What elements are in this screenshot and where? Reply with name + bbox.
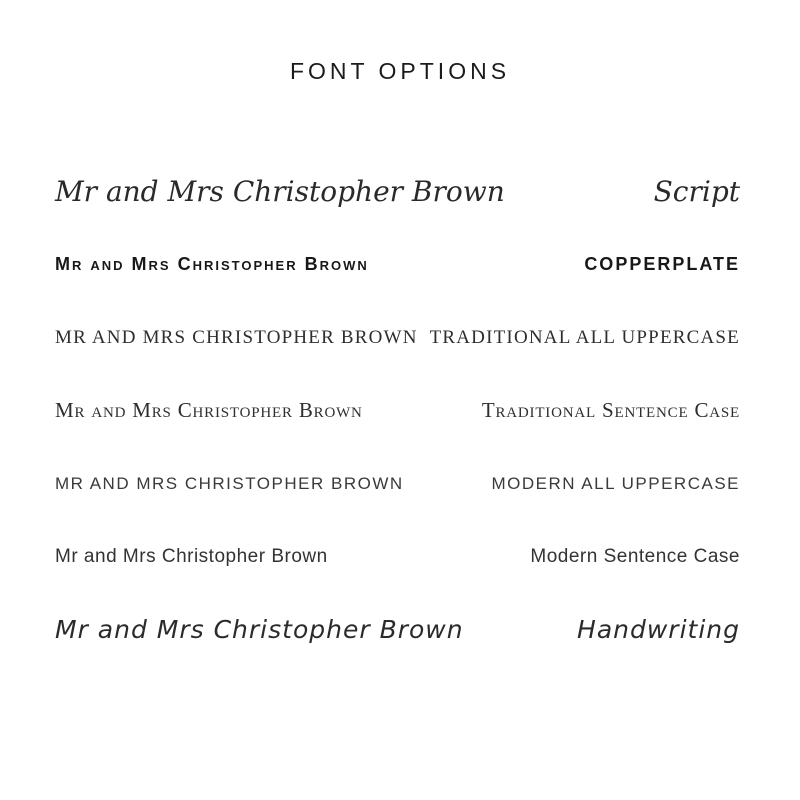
font-row-traditional-uppercase: [0, 301, 800, 374]
font-sample-modern-sentence: Mr and Mrs Christopher Brown: [55, 545, 328, 567]
font-label-traditional-uppercase: TRADITIONAL ALL UPPERCASE: [429, 326, 740, 348]
font-label-handwriting: Handwriting: [577, 615, 740, 644]
font-row-copperplate: [0, 228, 800, 301]
font-row-modern-uppercase: [0, 447, 800, 520]
font-row-modern-sentence: [0, 520, 800, 593]
font-label-script: Script: [653, 175, 740, 208]
font-rows-list: [0, 155, 800, 666]
font-row-script: [0, 155, 800, 228]
font-sample-traditional-uppercase: MR AND MRS CHRISTOPHER BROWN: [55, 326, 418, 348]
font-sample-handwriting: Mr and Mrs Christopher Brown: [55, 615, 464, 644]
font-row-traditional-sentence: [0, 374, 800, 447]
font-label-modern-sentence: Modern Sentence Case: [530, 545, 740, 567]
font-label-modern-uppercase: MODERN ALL UPPERCASE: [491, 473, 740, 493]
font-sample-script: Mr and Mrs Christopher Brown: [55, 175, 505, 208]
font-row-handwriting: [0, 593, 800, 666]
font-sample-modern-uppercase: MR AND MRS CHRISTOPHER BROWN: [55, 473, 404, 493]
font-label-traditional-sentence: Traditional Sentence Case: [481, 398, 740, 422]
font-label-copperplate: COPPERPLATE: [584, 254, 740, 274]
font-sample-traditional-sentence: Mr and Mrs Christopher Brown: [55, 398, 363, 422]
page-title: FONT OPTIONS: [289, 58, 511, 84]
font-sample-copperplate: Mr and Mrs Christopher Brown: [55, 254, 369, 274]
